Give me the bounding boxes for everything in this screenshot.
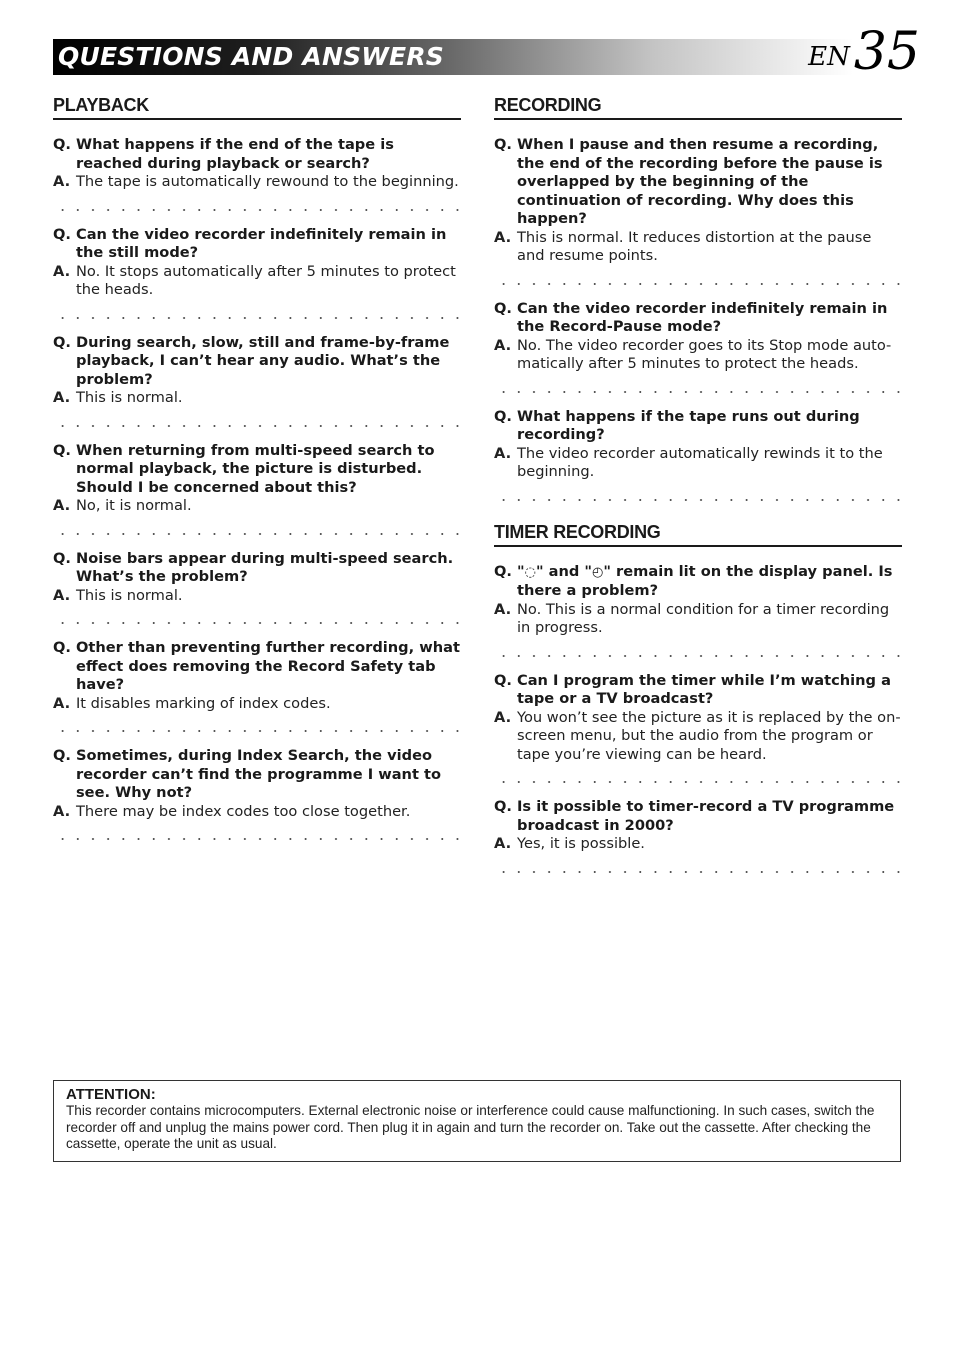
answer-text: It disables marking of index codes. [76, 694, 331, 712]
question-text: When returning from multi-speed search to normal playback, the picture is disturbed. Should I be concerned about this? [76, 441, 435, 496]
question-text: " [517, 562, 525, 580]
attention-box [53, 1080, 901, 1162]
answer-text: No. It stops automatically after 5 minutes to protect the heads. [76, 262, 456, 298]
timer-recording-heading: TIMER RECORDING [494, 521, 902, 547]
playback-heading: PLAYBACK [53, 94, 461, 120]
dotted-divider [494, 871, 902, 873]
recording-column [494, 94, 902, 888]
answer [53, 263, 461, 300]
recording-list [494, 136, 902, 501]
dotted-divider [494, 655, 902, 657]
attention-title: ATTENTION: [66, 1086, 156, 1103]
q-label: Q. [53, 639, 71, 656]
a-label: A. [494, 336, 512, 354]
answer-text: This is normal. It reduces distortion at the pause and resume points. [517, 228, 872, 264]
question-text: " and " [535, 562, 593, 580]
answer [494, 229, 902, 266]
answer-text: This is normal. [76, 389, 183, 406]
language-code: EN [808, 42, 850, 72]
question [494, 136, 902, 229]
answer-text: No. This is a normal condition for a timer recording in progress. [517, 600, 890, 636]
question-text: Can I program the timer while I’m watching a tape or a TV broadcast? [517, 671, 891, 707]
question [494, 798, 902, 835]
q-label: Q. [53, 549, 71, 567]
qa-item [53, 639, 461, 732]
qa-item [53, 226, 461, 319]
answer-text: No. The video recorder goes to its Stop mode auto-matically after 5 minutes to protect the heads. [517, 336, 892, 372]
recording-heading: RECORDING [494, 94, 902, 120]
question-text: When I pause and then resume a recording, the end of the recording before the pause is overlapped by the beginning of the continuation of recording. Why does this happen? [517, 136, 883, 227]
q-label: Q. [53, 441, 71, 459]
answer [53, 803, 461, 822]
qa-item [494, 798, 902, 873]
answer-text: The tape is automatically rewound to the beginning. [76, 173, 459, 190]
question [53, 442, 461, 498]
answer [494, 337, 902, 374]
qa-item [53, 550, 461, 625]
q-label: Q. [494, 407, 512, 425]
answer [53, 173, 461, 192]
q-label: Q. [53, 225, 71, 243]
question [53, 550, 461, 587]
attention-body: This recorder contains microcomputers. External electronic noise or interference could cause malfunctioning. In such cases, switch the recorder off and unplug the mains power cord. Then plug it in again and turn the recorder on. Take out the cassette. After checking the cassette, operate the unit as usual. [66, 1103, 875, 1151]
answer [53, 695, 461, 714]
a-label: A. [53, 497, 71, 514]
question [53, 747, 461, 803]
answer [53, 497, 461, 516]
q-label: Q. [53, 747, 71, 764]
answer-text: The video recorder automatically rewinds it to the beginning. [517, 444, 883, 480]
dotted-divider [494, 391, 902, 393]
timer-list [494, 563, 902, 873]
question [53, 136, 461, 173]
a-label: A. [53, 262, 71, 280]
question [53, 639, 461, 695]
question-text: During search, slow, still and frame-by-frame playback, I can’t hear any audio. What’s the problem? [76, 333, 450, 388]
qa-item [53, 442, 461, 535]
question [494, 563, 902, 601]
q-label: Q. [494, 671, 512, 689]
dotted-divider [53, 533, 461, 535]
dotted-divider [53, 622, 461, 624]
answer [494, 835, 902, 854]
q-label: Q. [494, 562, 512, 580]
answer-text: You won’t see the picture as it is replaced by the on-screen menu, but the audio from the program or tape you’re viewing can be heard. [517, 708, 901, 763]
dotted-divider [494, 283, 902, 285]
page-number-value: 35 [853, 22, 920, 82]
answer [53, 389, 461, 408]
dotted-divider [494, 499, 902, 501]
a-label: A. [494, 600, 512, 618]
question-text: " remain lit on the display panel. Is there a problem? [517, 562, 893, 599]
a-label: A. [53, 694, 71, 712]
a-label: A. [494, 444, 512, 462]
dotted-divider [53, 730, 461, 732]
question-text: Sometimes, during Index Search, the video recorder can’t find the programme I want to see. Why not? [76, 747, 442, 801]
qa-item [53, 334, 461, 427]
answer [53, 587, 461, 606]
question [494, 300, 902, 337]
a-label: A. [53, 173, 71, 190]
dotted-divider [53, 317, 461, 319]
question-text: Other than preventing further recording, what effect does removing the Record Safety tab have? [76, 639, 460, 693]
answer [494, 709, 902, 765]
dotted-divider [53, 209, 461, 211]
question-text: What happens if the tape runs out during recording? [517, 407, 860, 443]
page-title: QUESTIONS AND ANSWERS [58, 42, 444, 71]
playback-column [53, 94, 461, 855]
qa-item [494, 563, 902, 657]
dotted-divider [494, 781, 902, 783]
answer [494, 601, 902, 638]
answer [494, 445, 902, 482]
q-label: Q. [494, 136, 512, 153]
qa-item [53, 136, 461, 211]
dotted-divider [53, 425, 461, 427]
page-number [808, 24, 920, 80]
a-label: A. [494, 835, 512, 852]
answer-text: Yes, it is possible. [517, 835, 645, 852]
question-text: Is it possible to timer-record a TV programme broadcast in 2000? [517, 798, 895, 834]
question-text: What happens if the end of the tape is reached during playback or search? [76, 136, 394, 172]
qa-item [494, 672, 902, 784]
question-text: Noise bars appear during multi-speed search. What’s the problem? [76, 549, 454, 585]
a-label: A. [53, 389, 71, 406]
question [53, 334, 461, 390]
a-label: A. [53, 586, 71, 604]
question [494, 672, 902, 709]
q-label: Q. [494, 798, 512, 815]
qa-item [494, 300, 902, 393]
question-text: Can the video recorder indefinitely remain in the Record-Pause mode? [517, 299, 888, 335]
q-label: Q. [53, 333, 71, 351]
a-label: A. [53, 802, 71, 820]
answer-text: There may be index codes too close together. [76, 802, 411, 820]
qa-item [53, 747, 461, 840]
question [53, 226, 461, 263]
timer-indicator-icon: ◌ [524, 564, 536, 580]
qa-item [494, 136, 902, 285]
a-label: A. [494, 708, 512, 726]
playback-list [53, 136, 461, 840]
clock-icon: ◴ [592, 564, 604, 580]
dotted-divider [53, 838, 461, 840]
a-label: A. [494, 228, 512, 246]
answer-text: This is normal. [76, 586, 183, 604]
question-text: Can the video recorder indefinitely remain in the still mode? [76, 225, 447, 261]
answer-text: No, it is normal. [76, 497, 192, 514]
q-label: Q. [494, 299, 512, 317]
question [494, 408, 902, 445]
qa-item [494, 408, 902, 501]
q-label: Q. [53, 136, 71, 153]
